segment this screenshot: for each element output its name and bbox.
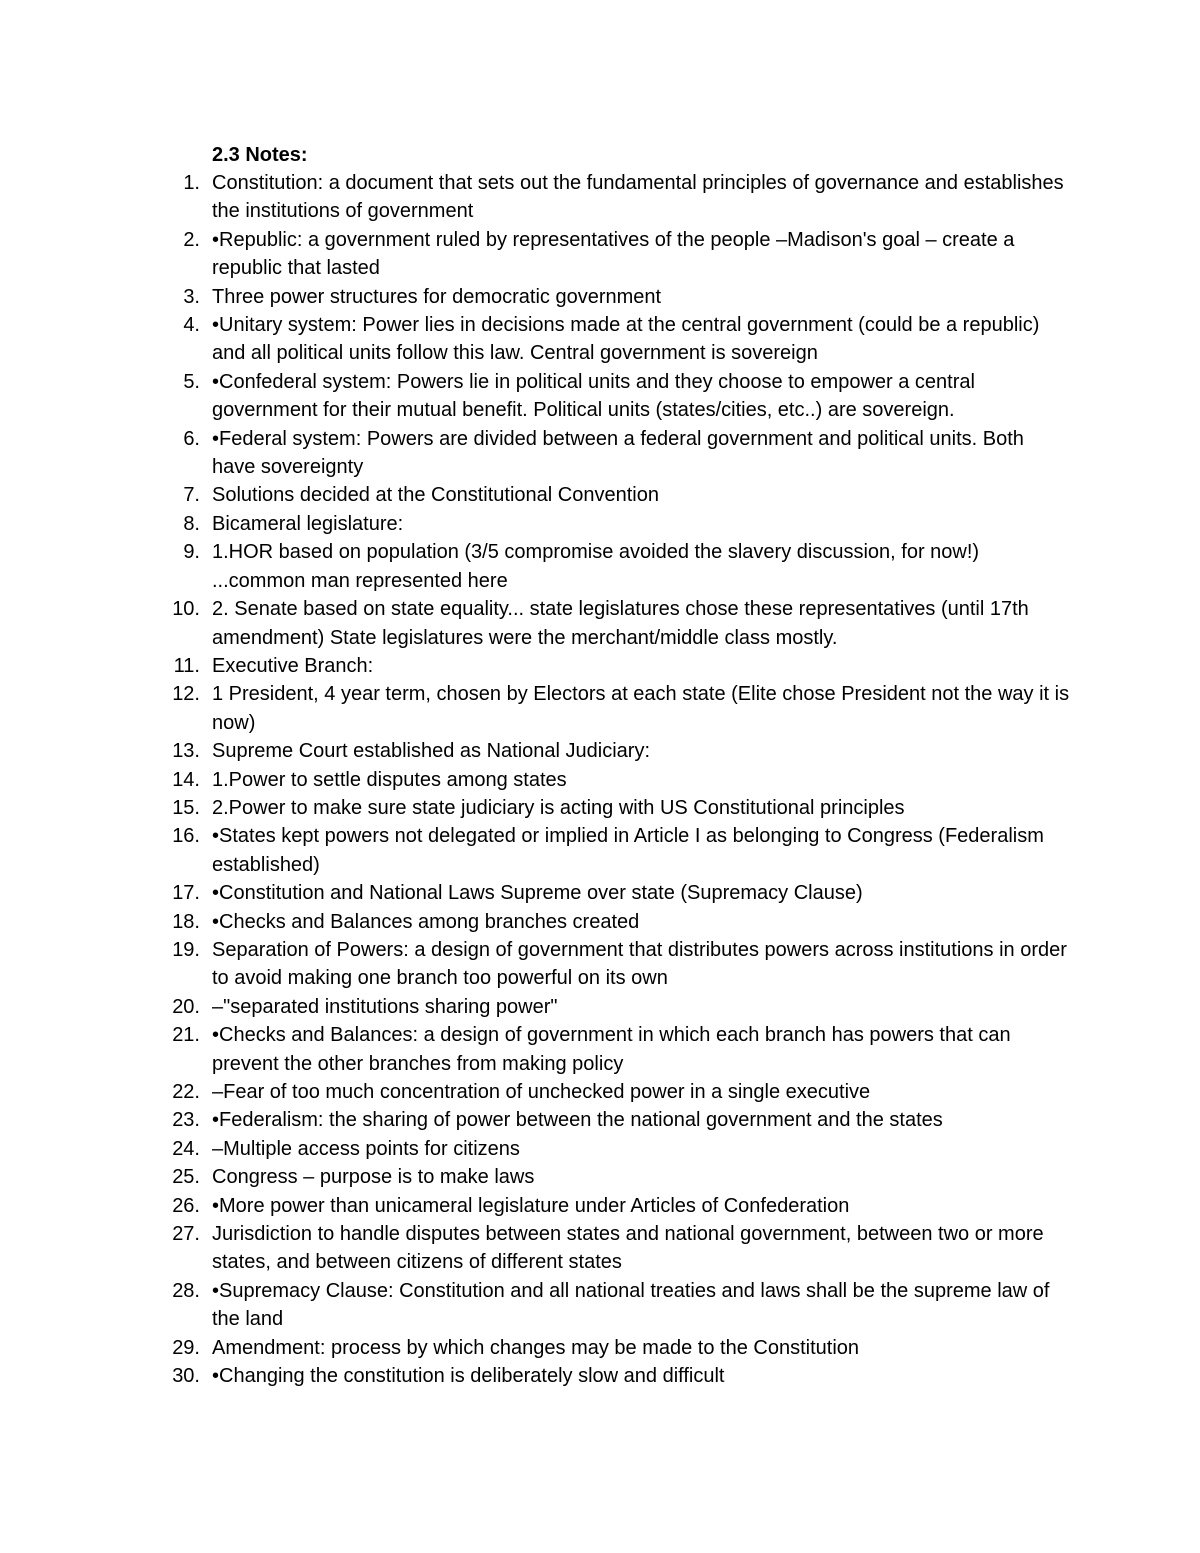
- list-item-number: 23.: [172, 1109, 200, 1132]
- list-item-text: Constitution: a document that sets out the fundamental principles of governance and establishes the institutions of government: [212, 172, 1064, 223]
- list-item-number: 3.: [183, 285, 200, 308]
- list-item-number: 16.: [172, 825, 200, 848]
- list-item-text: Three power structures for democratic government: [212, 285, 662, 308]
- list-item: [0, 766, 1072, 794]
- list-item: [0, 993, 1072, 1021]
- list-item: [0, 1106, 1072, 1134]
- list-item-number: 8.: [183, 512, 200, 535]
- list-item: [0, 1192, 1072, 1220]
- list-item-text: Executive Branch:: [212, 654, 374, 677]
- list-item-number: 5.: [183, 370, 200, 393]
- list-item: [0, 652, 1072, 680]
- list-item-text: Jurisdiction to handle disputes between states and national government, between two or more states, and between citizens of different states: [212, 1223, 1044, 1274]
- list-item-number: 14.: [172, 768, 200, 791]
- list-item-text: •Republic: a government ruled by representatives of the people –Madison's goal – create a republic that lasted: [212, 228, 1015, 280]
- list-item-number: 13.: [172, 740, 200, 763]
- list-item-text: •Confederal system: Powers lie in political units and they choose to empower a central government for their mutual benefit. Political units (states/cities, etc..) are sovereign.: [212, 370, 975, 422]
- list-item-text: Supreme Court established as National Judiciary:: [212, 740, 650, 763]
- list-item-text: •Unitary system: Power lies in decisions made at the central government (could be a republic) and all political units follow this law. Central government is sovereign: [212, 314, 1040, 365]
- list-item-number: 4.: [183, 314, 200, 337]
- list-item-text: •Constitution and National Laws Supreme over state (Supremacy Clause): [212, 882, 863, 905]
- list-item: [0, 680, 1072, 737]
- list-item-number: 28.: [172, 1279, 200, 1302]
- list-item-number: 26.: [172, 1194, 200, 1217]
- list-item-text: Bicameral legislature:: [212, 512, 404, 535]
- list-item-text: •Checks and Balances among branches created: [212, 910, 640, 933]
- list-item-number: 22.: [172, 1081, 200, 1103]
- list-item-text: Separation of Powers: a design of government that distributes powers across institutions in order to avoid making one branch too powerful on its own: [212, 938, 1067, 990]
- list-item: [0, 1078, 1072, 1106]
- list-item-number: 20.: [172, 995, 200, 1018]
- list-item-number: 7.: [183, 484, 200, 507]
- list-item: [0, 822, 1072, 879]
- list-item-text: 1.HOR based on population (3/5 compromise avoided the slavery discussion, for now!) ...common man represented here: [212, 541, 980, 592]
- list-item-text: –Fear of too much concentration of unchecked power in a single executive: [212, 1081, 871, 1103]
- list-item: [0, 794, 1072, 822]
- list-item: [0, 425, 1072, 482]
- list-item: [0, 1163, 1072, 1191]
- list-item-text: •More power than unicameral legislature under Articles of Confederation: [212, 1194, 850, 1217]
- list-item-number: 6.: [183, 427, 200, 450]
- list-item-text: 2. Senate based on state equality... state legislatures chose these representatives (until 17th amendment) State legislatures were the merchant/middle class mostly.: [212, 598, 1029, 649]
- list-item-number: 11.: [173, 654, 200, 677]
- list-item-number: 29.: [172, 1336, 200, 1359]
- list-item: [0, 1021, 1072, 1078]
- list-item-number: 30.: [172, 1365, 200, 1388]
- list-item-number: 9.: [183, 541, 200, 564]
- list-item-number: 2.: [183, 228, 200, 251]
- list-item: [0, 1135, 1072, 1163]
- list-item-text: 2.Power to make sure state judiciary is acting with US Constitutional principles: [212, 796, 905, 819]
- list-item-text: •States kept powers not delegated or implied in Article I as belonging to Congress (Federalism established): [212, 825, 1044, 876]
- list-item: [0, 1362, 1072, 1390]
- list-item: [0, 1220, 1072, 1277]
- list-item: [0, 908, 1072, 936]
- list-item-text: •Supremacy Clause: Constitution and all national treaties and laws shall be the supreme law of the land: [212, 1279, 1050, 1331]
- list-item-number: 18.: [172, 910, 200, 933]
- list-item-number: 12.: [172, 683, 200, 706]
- list-item: [0, 510, 1072, 538]
- list-item: [0, 1334, 1072, 1362]
- list-item-text: –"separated institutions sharing power": [212, 995, 558, 1018]
- list-item: [0, 595, 1072, 652]
- list-item-text: Solutions decided at the Constitutional Convention: [212, 484, 659, 507]
- list-item: [0, 368, 1072, 425]
- list-item-text: –Multiple access points for citizens: [212, 1137, 520, 1160]
- list-item-text: 1.Power to settle disputes among states: [212, 768, 567, 791]
- list-item-number: 19.: [172, 938, 200, 961]
- list-item: [0, 538, 1072, 595]
- list-item: [0, 737, 1072, 765]
- list-item: [0, 311, 1072, 368]
- list-item-number: 10.: [172, 598, 200, 621]
- notes-heading: 2.3 Notes:: [212, 144, 308, 166]
- list-item: [0, 226, 1072, 283]
- list-item: [0, 169, 1072, 226]
- list-item-text: Amendment: process by which changes may be made to the Constitution: [212, 1336, 860, 1359]
- list-item-text: •Federal system: Powers are divided between a federal government and political units. Both have sovereignty: [212, 427, 1024, 479]
- list-item: [0, 283, 1072, 311]
- list-item-number: 17.: [172, 882, 200, 905]
- list-item-number: 25.: [172, 1166, 200, 1189]
- notes-list: [0, 169, 1200, 1390]
- list-item: [0, 481, 1072, 509]
- list-item-number: 27.: [172, 1223, 200, 1246]
- list-item: [0, 879, 1072, 907]
- list-item-number: 21.: [172, 1024, 200, 1047]
- list-item: [0, 1277, 1072, 1334]
- list-item-number: 15.: [172, 796, 200, 819]
- list-item: [0, 936, 1072, 993]
- list-item-text: 1 President, 4 year term, chosen by Electors at each state (Elite chose President not the way it is now): [212, 683, 1070, 734]
- list-item-text: •Federalism: the sharing of power between the national government and the states: [212, 1109, 943, 1132]
- list-item-text: •Changing the constitution is deliberately slow and difficult: [212, 1365, 725, 1388]
- list-item-text: Congress – purpose is to make laws: [212, 1166, 535, 1189]
- list-item-number: 1.: [183, 172, 200, 194]
- list-item-text: •Checks and Balances: a design of government in which each branch has powers that can prevent the other branches from making policy: [212, 1024, 1011, 1075]
- list-item-number: 24.: [172, 1137, 200, 1160]
